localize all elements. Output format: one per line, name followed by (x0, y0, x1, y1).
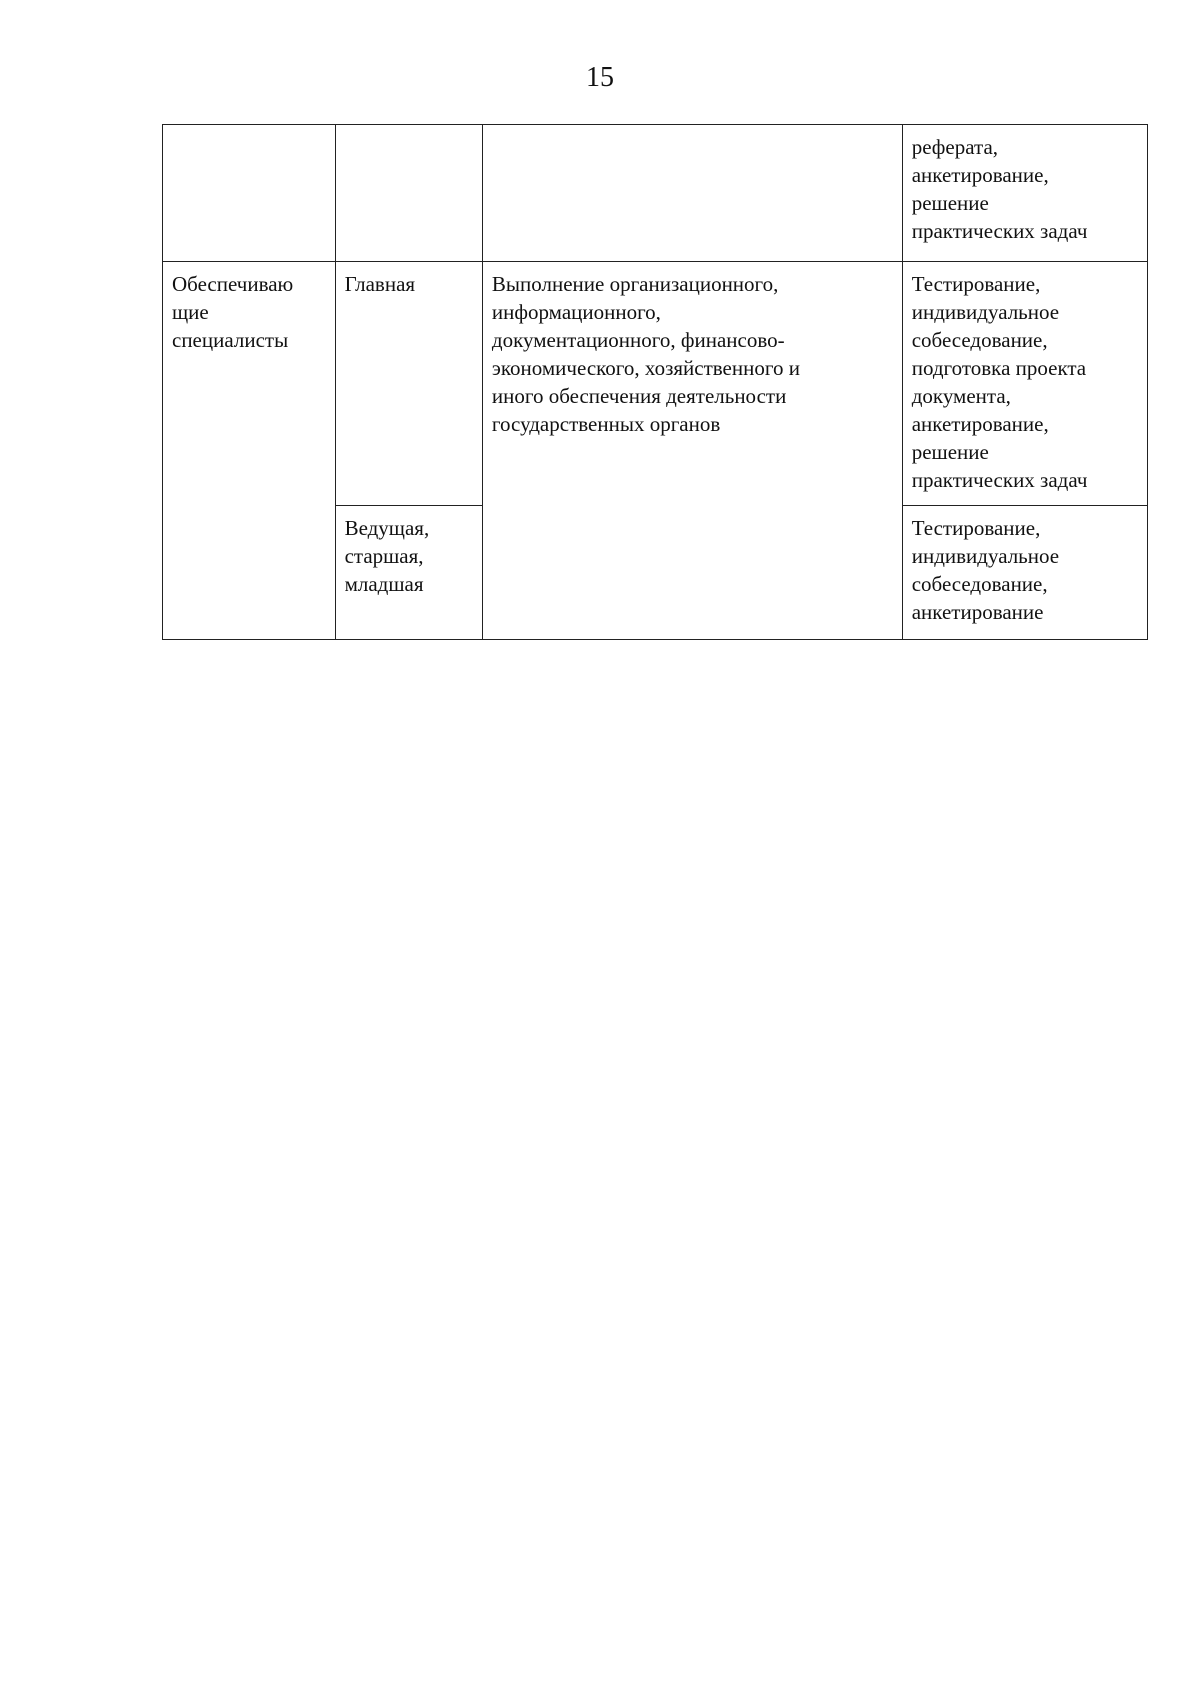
requirements-table (162, 124, 1148, 640)
methods-text: Тестирование, индивидуальное собеседование, анкетирование (911, 516, 1060, 624)
methods-cell-main (902, 262, 1147, 506)
group-name: Ведущая, старшая, младшая (344, 516, 430, 596)
table-row-continuation (163, 125, 1148, 262)
empty-cell (482, 125, 902, 262)
activity-cell (482, 262, 902, 640)
group-name: Главная (344, 272, 416, 296)
group-cell-main (335, 262, 482, 506)
methods-text: Тестирование, индивидуальное собеседование, подготовка проекта документа, анкетирование, решение практических задач (911, 272, 1088, 492)
methods-cell-continuation (902, 125, 1147, 262)
empty-cell (163, 125, 336, 262)
methods-cell-lead (902, 506, 1147, 640)
methods-text: реферата, анкетирование, решение практических задач (911, 135, 1088, 243)
empty-cell (335, 125, 482, 262)
activity-text: Выполнение организационного, информационного, документационного, финансово- экономического, хозяйственного и иного обеспечения деятельности государственных органов (491, 272, 800, 436)
page-number: 15 (586, 62, 614, 93)
category-text: Обеспечиваю щие специалисты (172, 272, 294, 352)
table-row-main-group (163, 262, 1148, 506)
group-cell-lead (335, 506, 482, 640)
category-cell (163, 262, 336, 640)
